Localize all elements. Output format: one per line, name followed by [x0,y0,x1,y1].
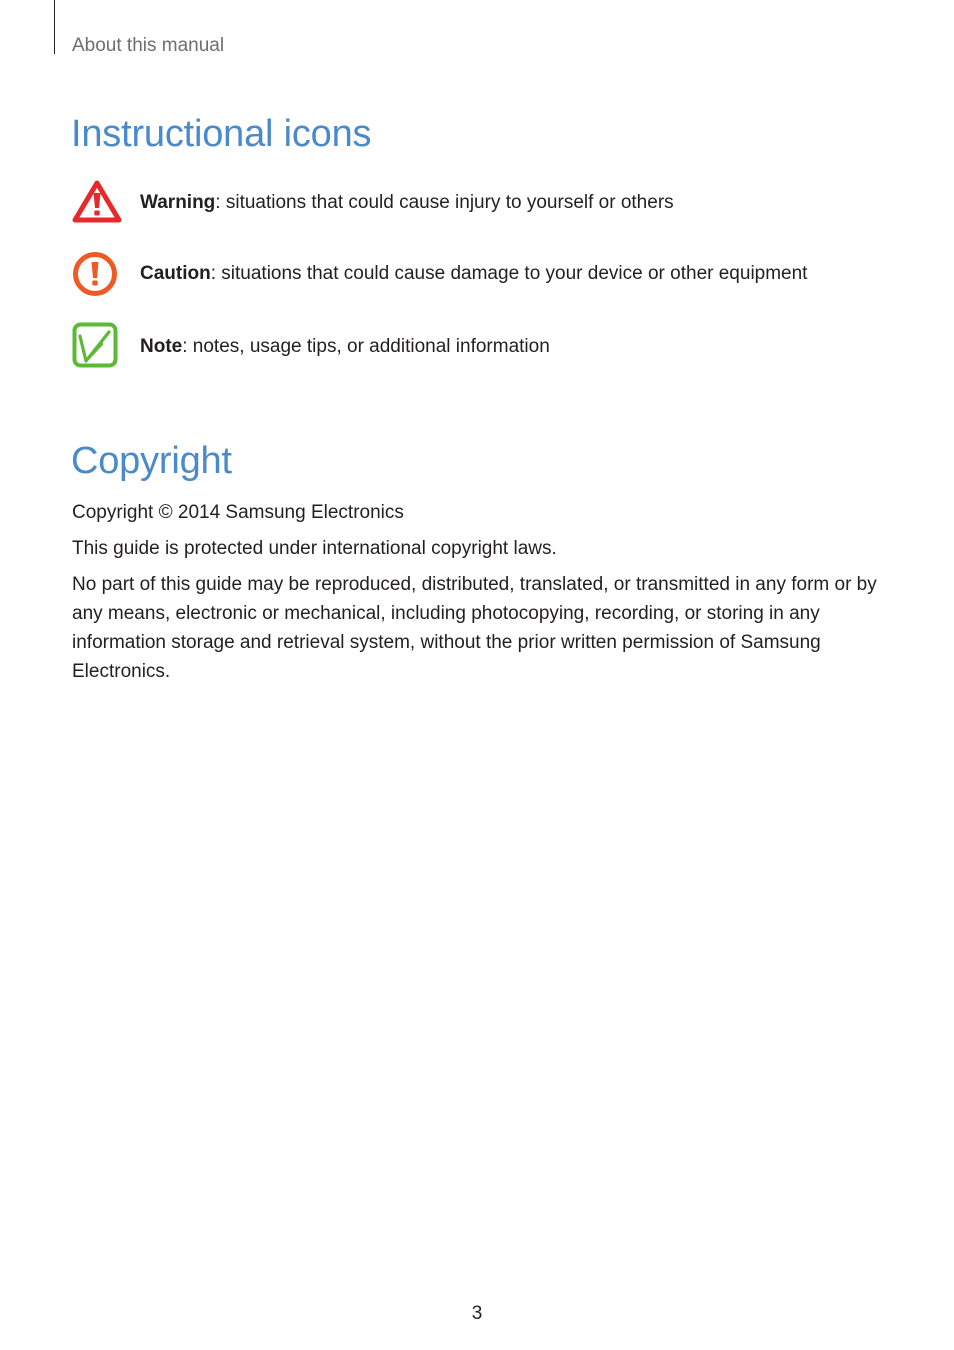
warning-item [72,180,892,230]
caution-exclamation-icon [72,251,118,302]
caution-term: Caution [140,263,211,284]
copyright-restrictions [72,570,892,686]
copyright-heading: Copyright [71,440,232,482]
note-term: Note [140,336,183,357]
note-item [72,322,892,372]
note-text [140,335,550,359]
copyright-protection [72,534,892,563]
note-pen-icon [72,322,118,373]
caution-description: : situations that could cause damage to your device or other equipment [210,263,808,284]
copyright-line: Copyright © 2014 Samsung Electronics [72,502,404,523]
protection-line: This guide is protected under international copyright laws. [72,538,557,559]
running-header: About this manual [72,35,225,56]
margin-rule [54,0,55,54]
caution-text [140,262,807,286]
note-description: : notes, usage tips, or additional information [182,336,550,357]
warning-term: Warning [140,192,216,213]
instructional-icons-heading: Instructional icons [71,113,372,155]
restrictions-paragraph: No part of this guide may be reproduced, distributed, translated, or transmitted in any form or by any means, electronic or mechanical, including photocopying, recording, or storing in any information storage and retrieval system, without the prior written permission of Samsung Electronics. [72,574,877,682]
caution-item [72,251,892,301]
copyright-notice [72,498,892,527]
warning-triangle-icon [72,180,122,229]
page-number: 3 [471,1303,483,1324]
warning-text [140,191,674,215]
warning-description: : situations that could cause injury to yourself or others [215,192,674,213]
